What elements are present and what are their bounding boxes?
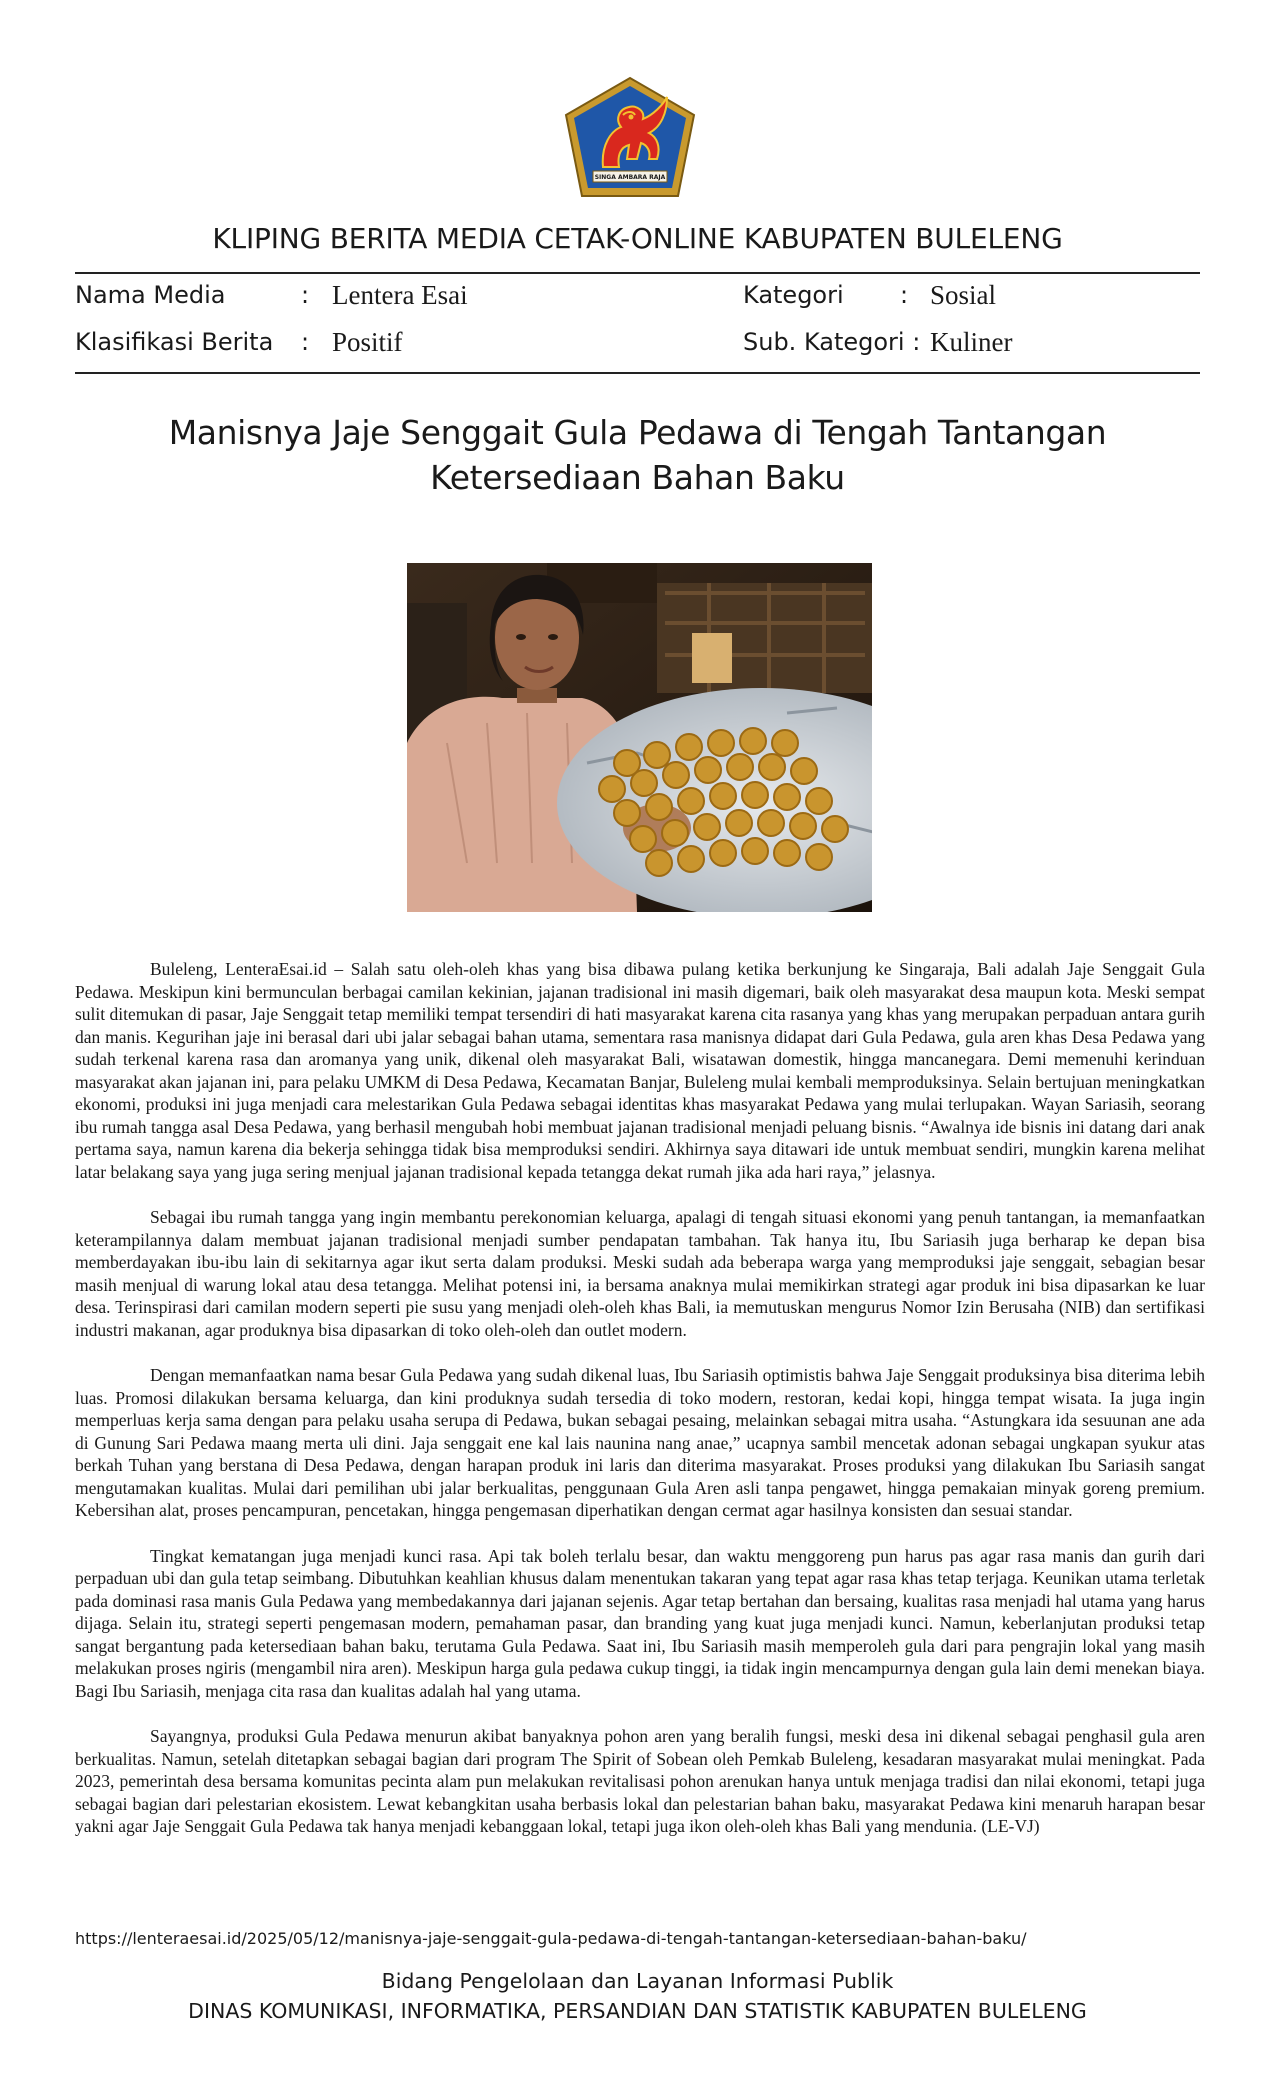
subcategory-value: Kuliner — [930, 327, 1013, 357]
category-label: Kategori — [743, 281, 844, 309]
clipping-header-title: KLIPING BERITA MEDIA CETAK-ONLINE KABUPATEN BULELENG — [212, 222, 1063, 255]
article-paragraph: Buleleng, LenteraEsai.id – Salah satu oleh-oleh khas yang bisa dibawa pulang ketika berkunjung ke Singaraja, Bali adalah Jaje Senggait Gula Pedawa. Meskipun kini bermunculan berbagai camilan kekinian, jajanan tradisional ini masih digemari, baik oleh masyarakat desa maupun kota. Meski sempat sulit ditemukan di pasar, Jaje Senggait tetap memiliki tempat tersendiri di hati masyarakat karena cita rasanya yang khas yang merupakan perpaduan antara gurih dan manis. Kegurihan jaje ini berasal dari ubi jalar sebagai bahan utama, sementara rasa manisnya didapat dari Gula Pedawa, gula aren khas Desa Pedawa yang sudah terkenal karena rasa dan aromanya yang unik, dikenal oleh masyarakat Bali, wisatawan domestik, hingga mancanegara. Demi memenuhi kerinduan masyarakat akan jajanan ini, para pelaku UMKM di Desa Pedawa, Kecamatan Banjar, Buleleng mulai kembali memproduksinya. Selain bertujuan meningkatkan ekonomi, produksi ini juga menjadi cara melestarikan Gula Pedawa sebagai identitas khas masyarakat Pedawa yang mulai terlupakan. Wayan Sariasih, seorang ibu rumah tangga asal Desa Pedawa, yang berhasil mengubah hobi membuat jajanan tradisional menjadi peluang bisnis. “Awalnya ide bisnis ini datang dari anak pertama saya, namun karena dia bekerja sehingga tidak bisa memproduksi sendiri. Akhirnya saya ditawari ide untuk membuat sendiri, mungkin karena melihat latar belakang saya yang juga sering menjual jajanan tradisional kepada tetangga dekat rumah jika ada hari raya,” jelasnya. — [75, 959, 1205, 1182]
classification-value: Positif — [332, 327, 403, 357]
footer-agency: DINAS KOMUNIKASI, INFORMATIKA, PERSANDIAN DAN STATISTIK KABUPATEN BULELENG — [188, 1999, 1087, 2023]
subcategory-label: Sub. Kategori : — [743, 328, 921, 356]
article-paragraph: Tingkat kematangan juga menjadi kunci rasa. Api tak boleh terlalu besar, dan waktu menggoreng pun harus pas agar rasa manis dan gurih dari perpaduan ubi dan gula tetap seimbang. Dibutuhkan keahlian khusus dalam menentukan takaran yang tepat agar rasa khas tetap terjaga. Keunikan utama terletak pada dominasi rasa manis Gula Pedawa yang membedakannya dari jajanan sejenis. Agar tetap bertahan dan bersaing, kualitas rasa menjadi hal utama yang harus dijaga. Selain itu, strategi seperti pengemasan modern, pemahaman pasar, dan branding yang kuat juga menjadi kunci. Namun, keberlanjutan produksi tetap sangat bergantung pada ketersediaan bahan baku, terutama Gula Pedawa. Saat ini, Ibu Sariasih masih memperoleh gula dari para pengrajin lokal yang masih melakukan proses ngiris (mengambil nira aren). Meskipun harga gula pedawa cukup tinggi, ia tidak ingin mencampurnya dengan gula lain demi menekan biaya. Bagi Ibu Sariasih, menjaga cita rasa dan kualitas adalah hal yang utama. — [75, 1545, 1205, 1701]
article-paragraph: Sayangnya, produksi Gula Pedawa menurun akibat banyaknya pohon aren yang beralih fungsi, meski desa ini dikenal sebagai penghasil gula aren berkualitas. Namun, setelah ditetapkan sebagai bagian dari program The Spirit of Sobean oleh Pemkab Buleleng, kesadaran masyarakat mulai meningkat. Pada 2023, pemerintah desa bersama komunitas pecinta alam pun melakukan revitalisasi pohon arenukan hanya untuk menjaga tradisi dan nilai ekonomi, tetapi juga sebagai bagian dari pelestarian ekosistem. Lewat kebangkitan usaha berbasis lokal dan pelestarian bahan baku, masyarakat Pedawa kini menaruh harapan besar yakni agar Jaje Senggait Gula Pedawa tak hanya menjadi kebanggaan lokal, tetapi juga ikon oleh-oleh khas Bali yang mendunia. (LE-VJ) — [75, 1726, 1205, 1836]
footer — [75, 1966, 1200, 2026]
buleleng-emblem-logo — [563, 75, 697, 199]
article-paragraph: Dengan memanfaatkan nama besar Gula Pedawa yang sudah dikenal luas, Ibu Sariasih optimistis bahwa Jaje Senggait produksinya bisa diterima lebih luas. Promosi dilakukan bersama keluarga, dan kini produknya sudah tersedia di toko modern, restoran, kedai kopi, hingga tempat wisata. Ia juga ingin memperluas kerja sama dengan para pelaku usaha serupa di Pedawa, bukan sebagai pesaing, melainkan sebagai mitra usaha. “Astungkara ida sesuunan ane ada di Gunung Sari Pedawa maang merta uli dini. Jaja senggait ene kal lais naunina nang anae,” ucapnya sambil mencetak adonan sebagai ungkapan syukur atas berkah Tuhan yang berstana di Desa Pedawa, dengan harapan produk ini laris dan diterima masyarakat. Proses produksi yang dilakukan Ibu Sariasih sangat mengutamakan kualitas. Mulai dari pemilihan ubi jalar berkualitas, penggunaan Gula Aren asli tanpa pengawet, hingga pemakaian minyak goreng premium. Kebersihan alat, proses pencampuran, pencetakan, hingga pengemasan diperhatikan dengan cermat agar hasilnya konsisten dan sesuai standar. — [75, 1365, 1205, 1520]
article-body — [75, 958, 1205, 1861]
colon: : — [900, 281, 909, 309]
media-name-value: Lentera Esai — [332, 280, 468, 310]
article-paragraph: Sebagai ibu rumah tangga yang ingin membantu perekonomian keluarga, apalagi di tengah situasi ekonomi yang penuh tantangan, ia memanfaatkan keterampilannya dalam membuat jajanan tradisional menjadi sumber pendapatan tambahan. Tak hanya itu, Ibu Sariasih juga berharap ke depan bisa memberdayakan ibu-ibu lain di sekitarnya agar ikut serta dalam produksi. Meski sudah ada beberapa warga yang memproduksi jaje senggait, sebagian besar masih menjual di warung lokal atau desa tetangga. Melihat potensi ini, ia bersama anaknya mulai memikirkan strategi agar produk ini bisa dipasarkan ke luar desa. Terinspirasi dari camilan modern seperti pie susu yang menjadi oleh-oleh khas Bali, ia memutuskan mengurus Nomor Izin Berusaha (NIB) dan sertifikasi industri makanan, agar produknya bisa dipasarkan di toko oleh-oleh dan outlet modern. — [75, 1207, 1205, 1340]
colon: : — [301, 281, 310, 309]
colon: : — [301, 328, 310, 356]
article-photo — [407, 563, 872, 912]
header-divider — [75, 272, 1200, 274]
classification-label: Klasifikasi Berita — [75, 328, 274, 356]
footer-department: Bidang Pengelolaan dan Layanan Informasi Publik — [381, 1969, 894, 1993]
source-url: https://lenteraesai.id/2025/05/12/manisnya-jaje-senggait-gula-pedawa-di-tengah-tantangan-ketersediaan-bahan-baku/ — [75, 1929, 1027, 1948]
svg-text:SINGA AMBARA RAJA: SINGA AMBARA RAJA — [594, 174, 666, 181]
metadata-row-1 — [75, 281, 1200, 321]
article-headline: Manisnya Jaje Senggait Gula Pedawa di Tengah Tantangan Ketersediaan Bahan Baku — [168, 413, 1107, 497]
metadata-block — [75, 277, 1200, 369]
metadata-divider — [75, 372, 1200, 374]
metadata-row-2 — [75, 328, 1200, 368]
media-name-label: Nama Media — [75, 281, 226, 309]
category-value: Sosial — [930, 280, 997, 310]
